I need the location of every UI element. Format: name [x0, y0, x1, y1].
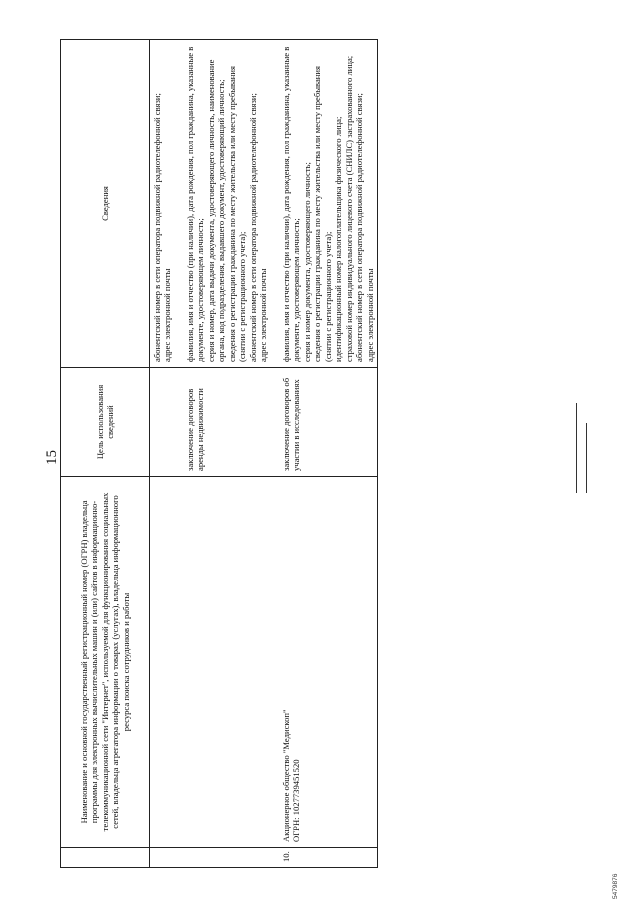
- row-organization: [279, 477, 378, 848]
- row-info: [150, 40, 183, 368]
- info-item: адрес электронной почты: [258, 268, 269, 362]
- signature-line: [576, 403, 577, 493]
- info-item: абонентский номер в сети оператора подвижной радиотелефонной связи;: [152, 93, 162, 362]
- page-number: 15: [44, 450, 60, 465]
- info-item: серия и номер, дата выдачи документа, удостоверяющего личность, наименование органа, код подразделения, выдавшего документ, удостоверяющий личность;: [205, 59, 227, 362]
- info-item: абонентский номер в сети оператора подвижной радиотелефонной связи;: [354, 93, 365, 362]
- table-row: [183, 40, 279, 868]
- row-info: [279, 40, 378, 368]
- info-item: абонентский номер в сети оператора подвижной радиотелефонной связи;: [247, 93, 258, 362]
- info-item: адрес электронной почты: [364, 268, 375, 362]
- row-organization: [150, 477, 183, 848]
- info-item: фамилия, имя и отчество (при наличии), дата рождения, пол гражданина, указанные в документе, удостоверяющем личность;: [280, 46, 302, 362]
- row-number: 10.: [279, 848, 378, 868]
- organization-name: Акционерное общество "Медископ": [280, 709, 291, 842]
- signature-line: [586, 423, 587, 493]
- organization-ogrn: ОГРН: 1027739451520: [291, 759, 302, 842]
- table-row: [279, 40, 378, 868]
- row-purpose: заключение договоров аренды недвижимости: [183, 368, 279, 477]
- info-item: фамилия, имя и отчество (при наличии), дата рождения, пол гражданина, указанные в документе, удостоверяющем личность;: [184, 46, 206, 362]
- info-item: серия и номер документа, удостоверяющего личность;: [301, 162, 312, 362]
- row-purpose: заключение договоров об участии в исследованиях: [279, 368, 378, 477]
- info-item: адрес электронной почты: [162, 268, 173, 362]
- document-id: 5479876: [612, 873, 619, 899]
- header-purpose: Цель использования сведений: [61, 368, 150, 477]
- info-item: сведения о регистрации гражданина по месту жительства или месту пребывания (снятии с регистрационного учета);: [226, 66, 248, 362]
- info-item: идентификационный номер налогоплательщика физического лица;: [333, 116, 344, 362]
- info-item: страховой номер индивидуального лицевого счета (СНИЛС) застрахованного лица;: [343, 55, 354, 362]
- data-table: [60, 39, 378, 868]
- row-number: [150, 848, 183, 868]
- row-info: [183, 40, 279, 368]
- header-name: Наименование и основной государственный регистрационный номер (ОГРН) владельца программы для электронных вычислительных машин и (или) сайтов в информационно-телекоммуникационной сети "Интернет", используемой для функционирования социальных сетей, владельца агрегатора информации о товарах (услугах), владельца информационного ресурса поиска сотрудников и работы: [61, 477, 150, 848]
- info-item: сведения о регистрации гражданина по месту жительства или месту пребывания (снятии с регистрационного учета);: [312, 66, 333, 362]
- header-number-cell: [61, 848, 150, 868]
- table-row: [150, 40, 183, 868]
- row-organization: [183, 477, 279, 848]
- header-info: Сведения: [61, 40, 150, 368]
- header-row: [61, 40, 150, 868]
- row-number: [183, 848, 279, 868]
- row-purpose: [150, 368, 183, 477]
